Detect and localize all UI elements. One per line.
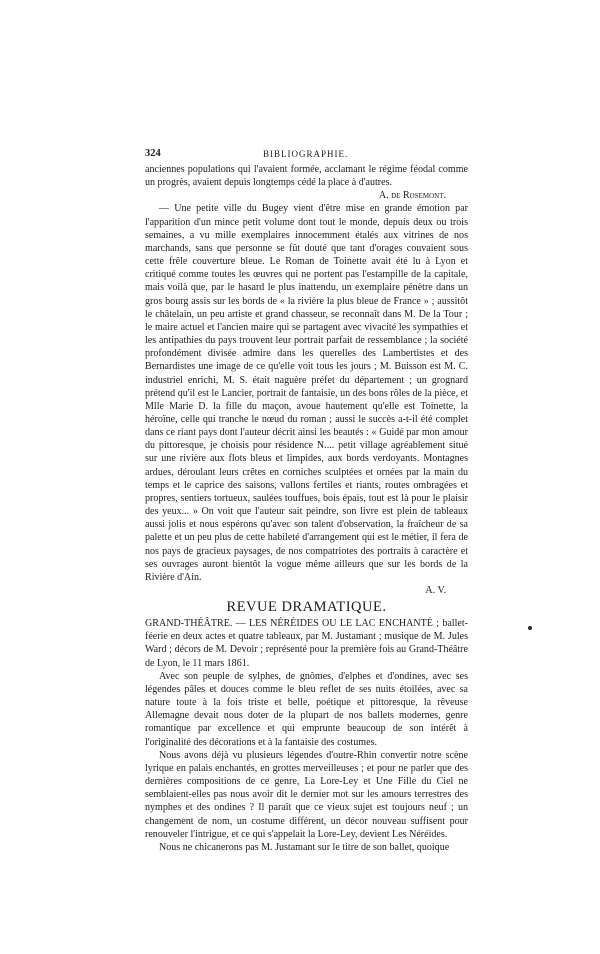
revue-paragraph-4: Nous ne chicanerons pas M. Justamant sur le titre de son ballet, quoique xyxy=(159,841,450,853)
ink-speck xyxy=(528,626,532,630)
section-title: REVUE DRAMATIQUE. xyxy=(226,599,387,616)
page-number: 324 xyxy=(145,148,161,159)
running-title: BIBLIOGRAPHIE. xyxy=(263,149,349,159)
revue-paragraph-3: Nous avons déjà vu plusieurs légendes d'outre-Rhin convertir notre scène lyrique en palais enchantés, en grottes merveilleuses ; et pour ne parler que des dernières compositions de ce genre, La Lore-Ley et Une Fille du Ciel ne semblaient-elles pas nous avoir dit le dernier mot sur les amours terrestres des nymphes et des ondines ? Il paraît que ce vieux sujet est toujours neuf ; un changement de nom, un costume différent, un décor nouveau suffisent pour renouveler l'intrigue, et ce qui s'appelait la Lore-Ley, devient Les Néréides. xyxy=(145,749,468,840)
page-header xyxy=(145,148,468,162)
text-column xyxy=(145,163,468,854)
review-paragraph: — Une petite ville du Bugey vient d'être mise en grande émotion par l'apparition d'un mince petit volume dont tout le monde, depuis deux ou trois semaines, a vu mille exemplaires innocemment étalés aux vitrines de nos marchands, sans que personne se fût douté que tant d'orages couvaient sous cette frêle couverture bleue. Le Roman de Toinette avait été lu à Lyon et critiqué comme toutes les œuvres qui ne portent pas l'estampille de la capitale, mais voilà que, par le hasard le plus inattendu, un exemplaire pénètre dans un gros bourg assis sur les bords de « la rivière la plus bleue de France » ; aussitôt le châtelain, un peu artiste et grand chasseur, se reconnaît dans M. De la Tour ; le maire actuel et l'ancien maire qui se partagent avec vivacité les sympathies et les antipathies du pays trouvent leur portrait parfait de ressemblance ; la société profondément divisée admire dans les querelles des Lambertistes et des Bernardistes une image de ce qu'elle voit tous les jours ; M. Buisson est M. C. industriel enrichi, M. S. était naguère préfet du département ; un grognard prétend qu'il est le Lancier, portrait de fantaisie, un des bons rôles de la pièce, et Mlle Marie D. la fille du maçon, avoue hautement qu'elle est Toinette, la héroïne, celle qui tranche le nœud du roman ; aussi le succès a-t-il été complet dans ce riant pays dont l'auteur décrit ainsi les beautés : « Guidé par mon amour du pittoresque, je choisis pour résidence N.... petit village agréablement situé sur une rivière aux flots bleus et limpides, aux bords verdoyants. Montagnes ardues, déroulant leurs crêtes en corniches sculptées et ornées par la main du temps et le caprice des saisons, vallons fertiles et riants, routes ombragées et propres, sentiers tortueux, saulées touffues, bois épais, tout est là pour le plaisir des yeux... » On voit que l'auteur sait peindre, son livre est plein de tableaux aussi jolis et nous espérons qu'avec son talent d'observation, la fraîcheur de sa palette et un peu plus de cette habileté d'arrangement qui est le métier, il fera de nos pays de gracieux paysages, de nos compatriotes des portraits à caractère et ses ouvrages auront bientôt la vogue même ailleurs que sur les bords de la Rivière d'Ain. xyxy=(145,203,468,583)
bibliography-continuation: anciennes populations qui l'avaient formée, acclamant le régime féodal comme un progrès, avaient depuis longtemps cédé la place à d'autres. xyxy=(145,164,468,189)
signature-av: A. V. xyxy=(425,585,446,596)
signature-rosemont: A. de Rosemont. xyxy=(378,190,446,202)
revue-paragraph-2: Avec son peuple de sylphes, de gnômes, d'elphes et d'ondines, avec ses légendes pâles et douces comme le bleu reflet de ses nuits étoilées, avec sa nature toute à la fois triste et belle, poétique et pittoresque, la rêveuse Allemagne devait nous doter de la plupart de nos ballets modernes, genre romantique par excellence et qui emprunte beaucoup de son intérêt à l'originalité des décorations et à la fantaisie des costumes. xyxy=(145,670,468,748)
theatre-lead: GRAND-THÉÂTRE. — LES NÉRÉIDES OU LE LAC ENCHANTÉ ; ballet-féerie en deux actes et quatre tableaux, par M. Justamant ; musique de M. Jules Ward ; décors de M. Devoir ; représenté pour la première fois au Grand-Théâtre de Lyon, le 11 mars 1861. xyxy=(145,618,468,669)
